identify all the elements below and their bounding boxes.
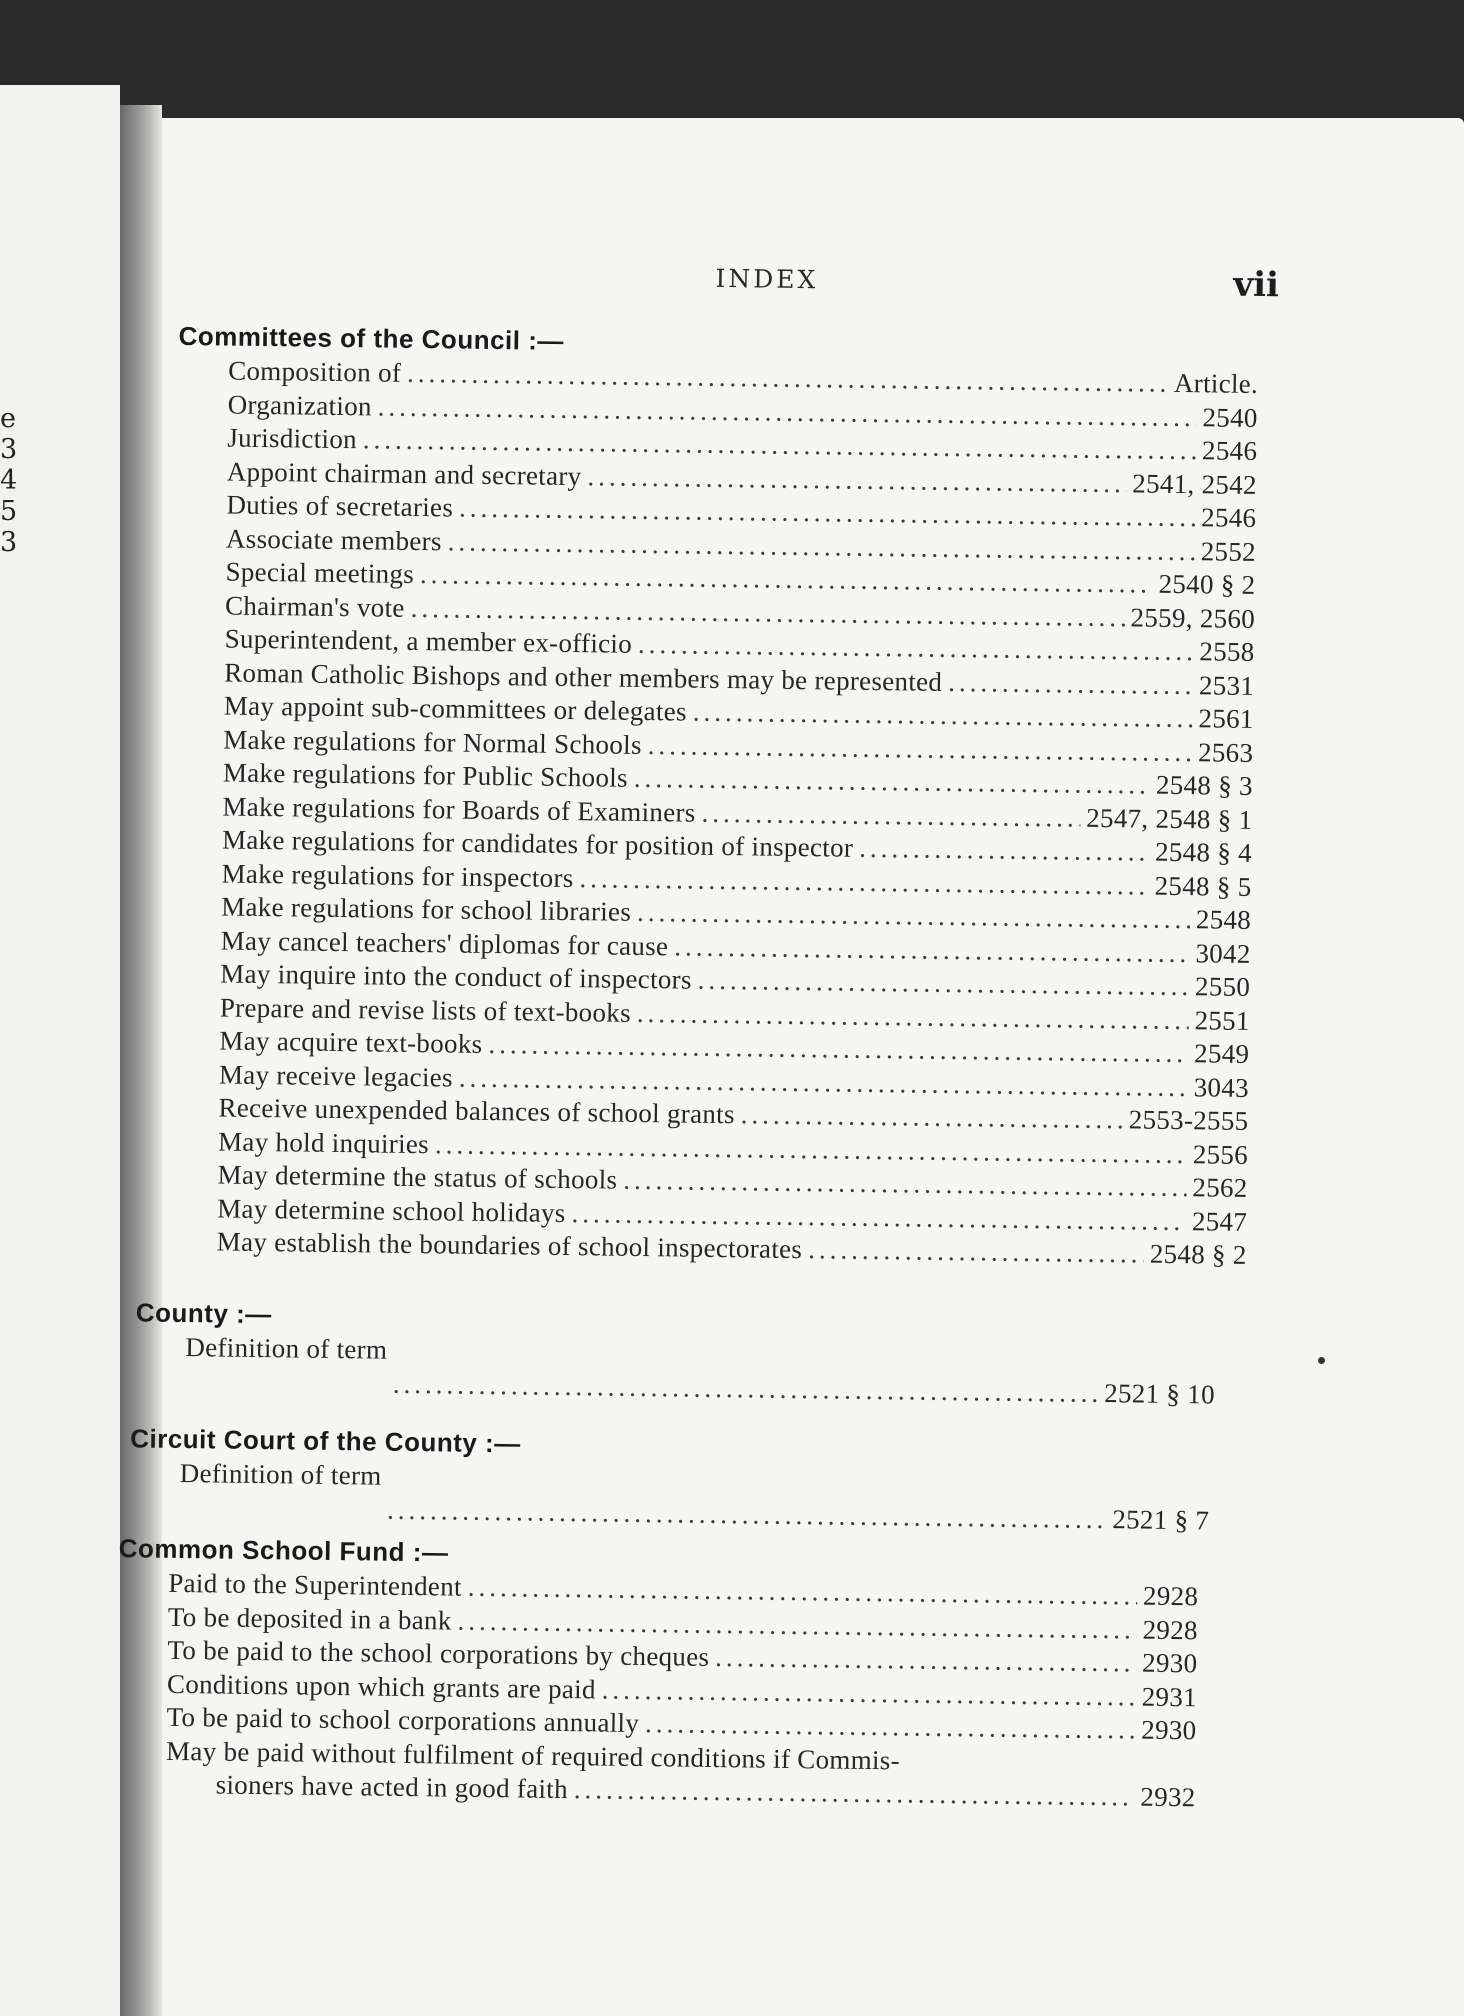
entry-reference: 2546 — [1201, 435, 1258, 466]
index-section-common-school-fund — [115, 1530, 1198, 1815]
entry-reference: 2547, 2548 § 1 — [1086, 802, 1253, 835]
entry-reference: 2930 — [1141, 1714, 1197, 1746]
dot-leader — [393, 1367, 1099, 1410]
entry-label: Appoint chairman and secretary — [226, 456, 582, 491]
left-fragment-char: 5 — [0, 496, 18, 527]
entry-label: Associate members — [225, 522, 442, 556]
entry-label: May receive legacies — [218, 1058, 454, 1093]
index-entry-wrapped — [115, 1734, 1196, 1815]
entry-reference: 2548 § 5 — [1154, 870, 1252, 902]
entry-label: Organization — [227, 389, 373, 421]
entry-label: Definition of term — [179, 1457, 382, 1491]
entry-reference: 2563 — [1197, 736, 1254, 768]
entry-label: May acquire text-books — [219, 1025, 483, 1059]
entry-label: To be deposited in a bank — [167, 1601, 452, 1636]
dot-leader — [574, 1773, 1135, 1814]
entry-label: Make regulations for inspectors — [221, 857, 574, 893]
entry-reference: 3043 — [1193, 1071, 1250, 1103]
entry-label: May inquire into the conduct of inspectors — [220, 958, 692, 995]
left-fragment-char: e — [0, 403, 16, 434]
entry-reference: 2548 § 2 — [1149, 1238, 1247, 1270]
entry-label: To be paid to the school corporations by cheques — [167, 1634, 710, 1672]
index-section-circuit-court — [129, 1420, 1210, 1537]
entry-reference: 2548 § 3 — [1155, 769, 1254, 801]
page-number: vii — [1233, 264, 1280, 306]
entry-label: Receive unexpended balances of school grants — [218, 1092, 735, 1130]
entry-label: Make regulations for Boards of Examiners — [222, 790, 696, 828]
entry-reference: 2550 — [1194, 971, 1251, 1002]
entry-reference: 2559, 2560 — [1130, 601, 1256, 634]
entry-label: Make regulations for Public Schools — [222, 757, 629, 793]
entry-label: Make regulations for Normal Schools — [223, 723, 642, 760]
entry-reference: 2540 § 2 — [1158, 568, 1256, 600]
running-header — [171, 251, 1464, 328]
entry-reference: 2562 — [1192, 1172, 1248, 1203]
entry-label: Special meetings — [225, 556, 415, 589]
entry-reference: 2932 — [1140, 1781, 1196, 1813]
entry-label: Jurisdiction — [227, 422, 358, 455]
left-fragment-char: 3 — [0, 434, 18, 465]
entry-reference: 2551 — [1194, 1004, 1250, 1036]
entry-reference: 2548 — [1195, 904, 1252, 935]
index-entry — [129, 1456, 1210, 1537]
entry-label: Superintendent, a member ex-officio — [224, 623, 633, 659]
dot-leader — [715, 1641, 1136, 1680]
entry-label: Roman Catholic Bishops and other members may be represented — [224, 656, 943, 697]
entry-label: Composition of — [228, 355, 402, 388]
entry-label: To be paid to school corporations annually — [166, 1701, 640, 1739]
entry-reference: 2930 — [1141, 1647, 1198, 1679]
entry-reference: 2549 — [1193, 1038, 1250, 1069]
entry-reference: 2521 § 7 — [1112, 1503, 1210, 1535]
section-heading: Circuit Court of the County :— — [130, 1423, 521, 1459]
entry-reference: 2928 — [1142, 1614, 1198, 1645]
entry-reference: 2521 § 10 — [1103, 1377, 1216, 1410]
dot-leader — [808, 1233, 1144, 1271]
entry-label: Chairman's vote — [224, 589, 405, 623]
entry-reference: 3042 — [1195, 937, 1251, 969]
left-fragment-char: 3 — [0, 527, 18, 558]
entry-reference: 2547 — [1191, 1205, 1248, 1237]
dot-leader — [859, 832, 1149, 869]
entry-reference: 2931 — [1141, 1681, 1198, 1712]
entry-label: Make regulations for candidates for position of inspector — [221, 824, 854, 863]
entry-reference: 2558 — [1199, 636, 1255, 667]
index-section-committees — [167, 318, 1259, 1273]
entry-reference: 2548 § 4 — [1154, 836, 1253, 868]
entry-reference: 2531 — [1198, 669, 1255, 701]
entry-label: Definition of term — [185, 1332, 388, 1365]
entry-label: May cancel teachers' diplomas for cause — [220, 924, 669, 961]
entry-label: Make regulations for school libraries — [220, 891, 632, 927]
entry-label: May appoint sub-committees or delegates — [223, 690, 688, 727]
section-heading: Committees of the Council :— — [178, 320, 565, 356]
entry-reference: 2556 — [1192, 1138, 1249, 1170]
entry-label: Prepare and revise lists of text-books — [219, 991, 632, 1028]
entry-label: May determine school holidays — [217, 1192, 566, 1228]
entry-label-continuation: sioners have acted in good faith — [215, 1769, 569, 1805]
entry-label: May establish the boundaries of school inspectorates — [216, 1226, 803, 1265]
dot-leader — [701, 796, 1080, 834]
entry-label: Duties of secretaries — [226, 489, 454, 523]
entry-label: May hold inquiries — [217, 1125, 430, 1159]
entry-label: May determine the status of schools — [217, 1159, 618, 1195]
entry-reference: 2552 — [1200, 535, 1257, 567]
section-heading: Common School Fund :— — [118, 1533, 449, 1568]
entry-reference: 2928 — [1142, 1580, 1199, 1612]
dot-leader — [645, 1707, 1136, 1747]
entry-label: May be paid without fulfilment of required conditions if Commis- — [165, 1735, 901, 1775]
entry-reference: 2546 — [1200, 502, 1257, 533]
dot-leader — [387, 1493, 1107, 1536]
ink-speck — [1318, 1357, 1325, 1364]
dot-leader — [948, 665, 1193, 702]
running-title: INDEX — [715, 263, 819, 295]
left-fragment-char: 4 — [0, 465, 18, 496]
entry-reference: 2553-2555 — [1128, 1104, 1249, 1136]
entry-label: Paid to the Superintendent — [168, 1567, 463, 1602]
entry-label: Conditions upon which grants are paid — [166, 1668, 596, 1704]
index-section-county — [135, 1294, 1216, 1411]
entry-reference: Article. — [1173, 367, 1259, 399]
entry-reference: 2541, 2542 — [1132, 467, 1257, 500]
entry-reference: 2540 — [1202, 401, 1258, 433]
index-entry — [135, 1330, 1216, 1411]
section-heading: County :— — [135, 1297, 272, 1330]
entry-reference: 2561 — [1198, 703, 1254, 734]
dot-leader — [741, 1098, 1123, 1136]
